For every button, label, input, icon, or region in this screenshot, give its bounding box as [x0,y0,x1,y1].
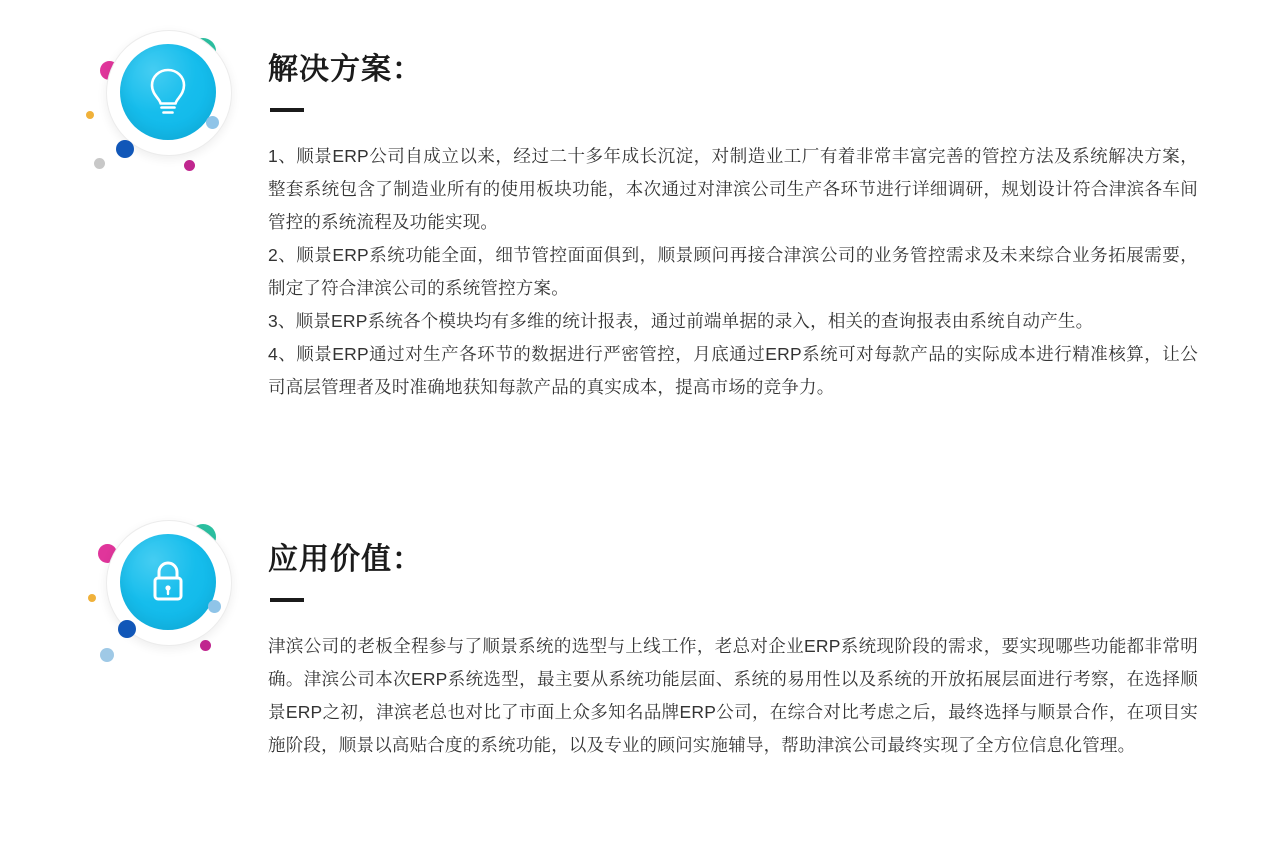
value-heading: 应用价值： [268,543,423,576]
solution-paragraph-1: 1、顺景ERP公司自成立以来，经过二十多年成长沉淀，对制造业工厂有着非常丰富完善的管控方法及系统解决方案，整套系统包含了制造业所有的使用板块功能，本次通过对津滨公司生产各环节进行详细调研，规划设计符合津滨各车间管控的系统流程及功能实现。 [268,146,1198,232]
value-heading-rule [270,598,304,602]
value-paragraph-1: 津滨公司的老板全程参与了顺景系统的选型与上线工作，老总对企业ERP系统现阶段的需求，要实现哪些功能都非常明确。津滨公司本次ERP系统选型，最主要从系统功能层面、系统的易用性以及系统的开放拓展层面进行考察，在选择顺景ERP之初，津滨老总也对比了市面上众多知名品牌ERP公司，在综合对比考虑之后，最终选择与顺景合作，在项目实施阶段，顺景以高贴合度的系统功能，以及专业的顾问实施辅导，帮助津滨公司最终实现了全方位信息化管理。 [268,636,1198,755]
lightbulb-icon [120,44,216,140]
decorative-dot-lightblue-2 [100,648,114,662]
solution-heading: 解决方案： [268,53,423,86]
decorative-dot-magenta [200,640,211,651]
value-body [268,630,1198,762]
decorative-dot-lightblue [208,600,221,613]
solution-paragraph-2: 2、顺景ERP系统功能全面，细节管控面面俱到，顺景顾问再接合津滨公司的业务管控需求及未来综合业务拓展需要，制定了符合津滨公司的系统管控方案。 [268,245,1198,298]
decorative-dot-amber [88,594,96,602]
value-content [268,500,1200,762]
decorative-dot-blue [118,620,136,638]
solution-paragraph-3: 3、顺景ERP系统各个模块均有多维的统计报表，通过前端单据的录入，相关的查询报表由系统自动产生。 [268,311,1094,331]
value-icon-cluster [78,506,258,686]
decorative-dot-amber [86,111,94,119]
solution-icon-cluster [78,16,258,196]
solution-heading-rule [270,108,304,112]
decorative-dot-grey [94,158,105,169]
solution-content [268,10,1200,404]
solution-paragraph-4: 4、顺景ERP通过对生产各环节的数据进行严密管控，月底通过ERP系统可对每款产品的实际成本进行精准核算，让公司高层管理者及时准确地获知每款产品的真实成本，提高市场的竞争力。 [268,344,1198,397]
decorative-dot-blue [116,140,134,158]
solution-body [268,140,1198,404]
decorative-dot-lightblue [206,116,219,129]
decorative-dot-magenta [184,160,195,171]
lock-icon [120,534,216,630]
